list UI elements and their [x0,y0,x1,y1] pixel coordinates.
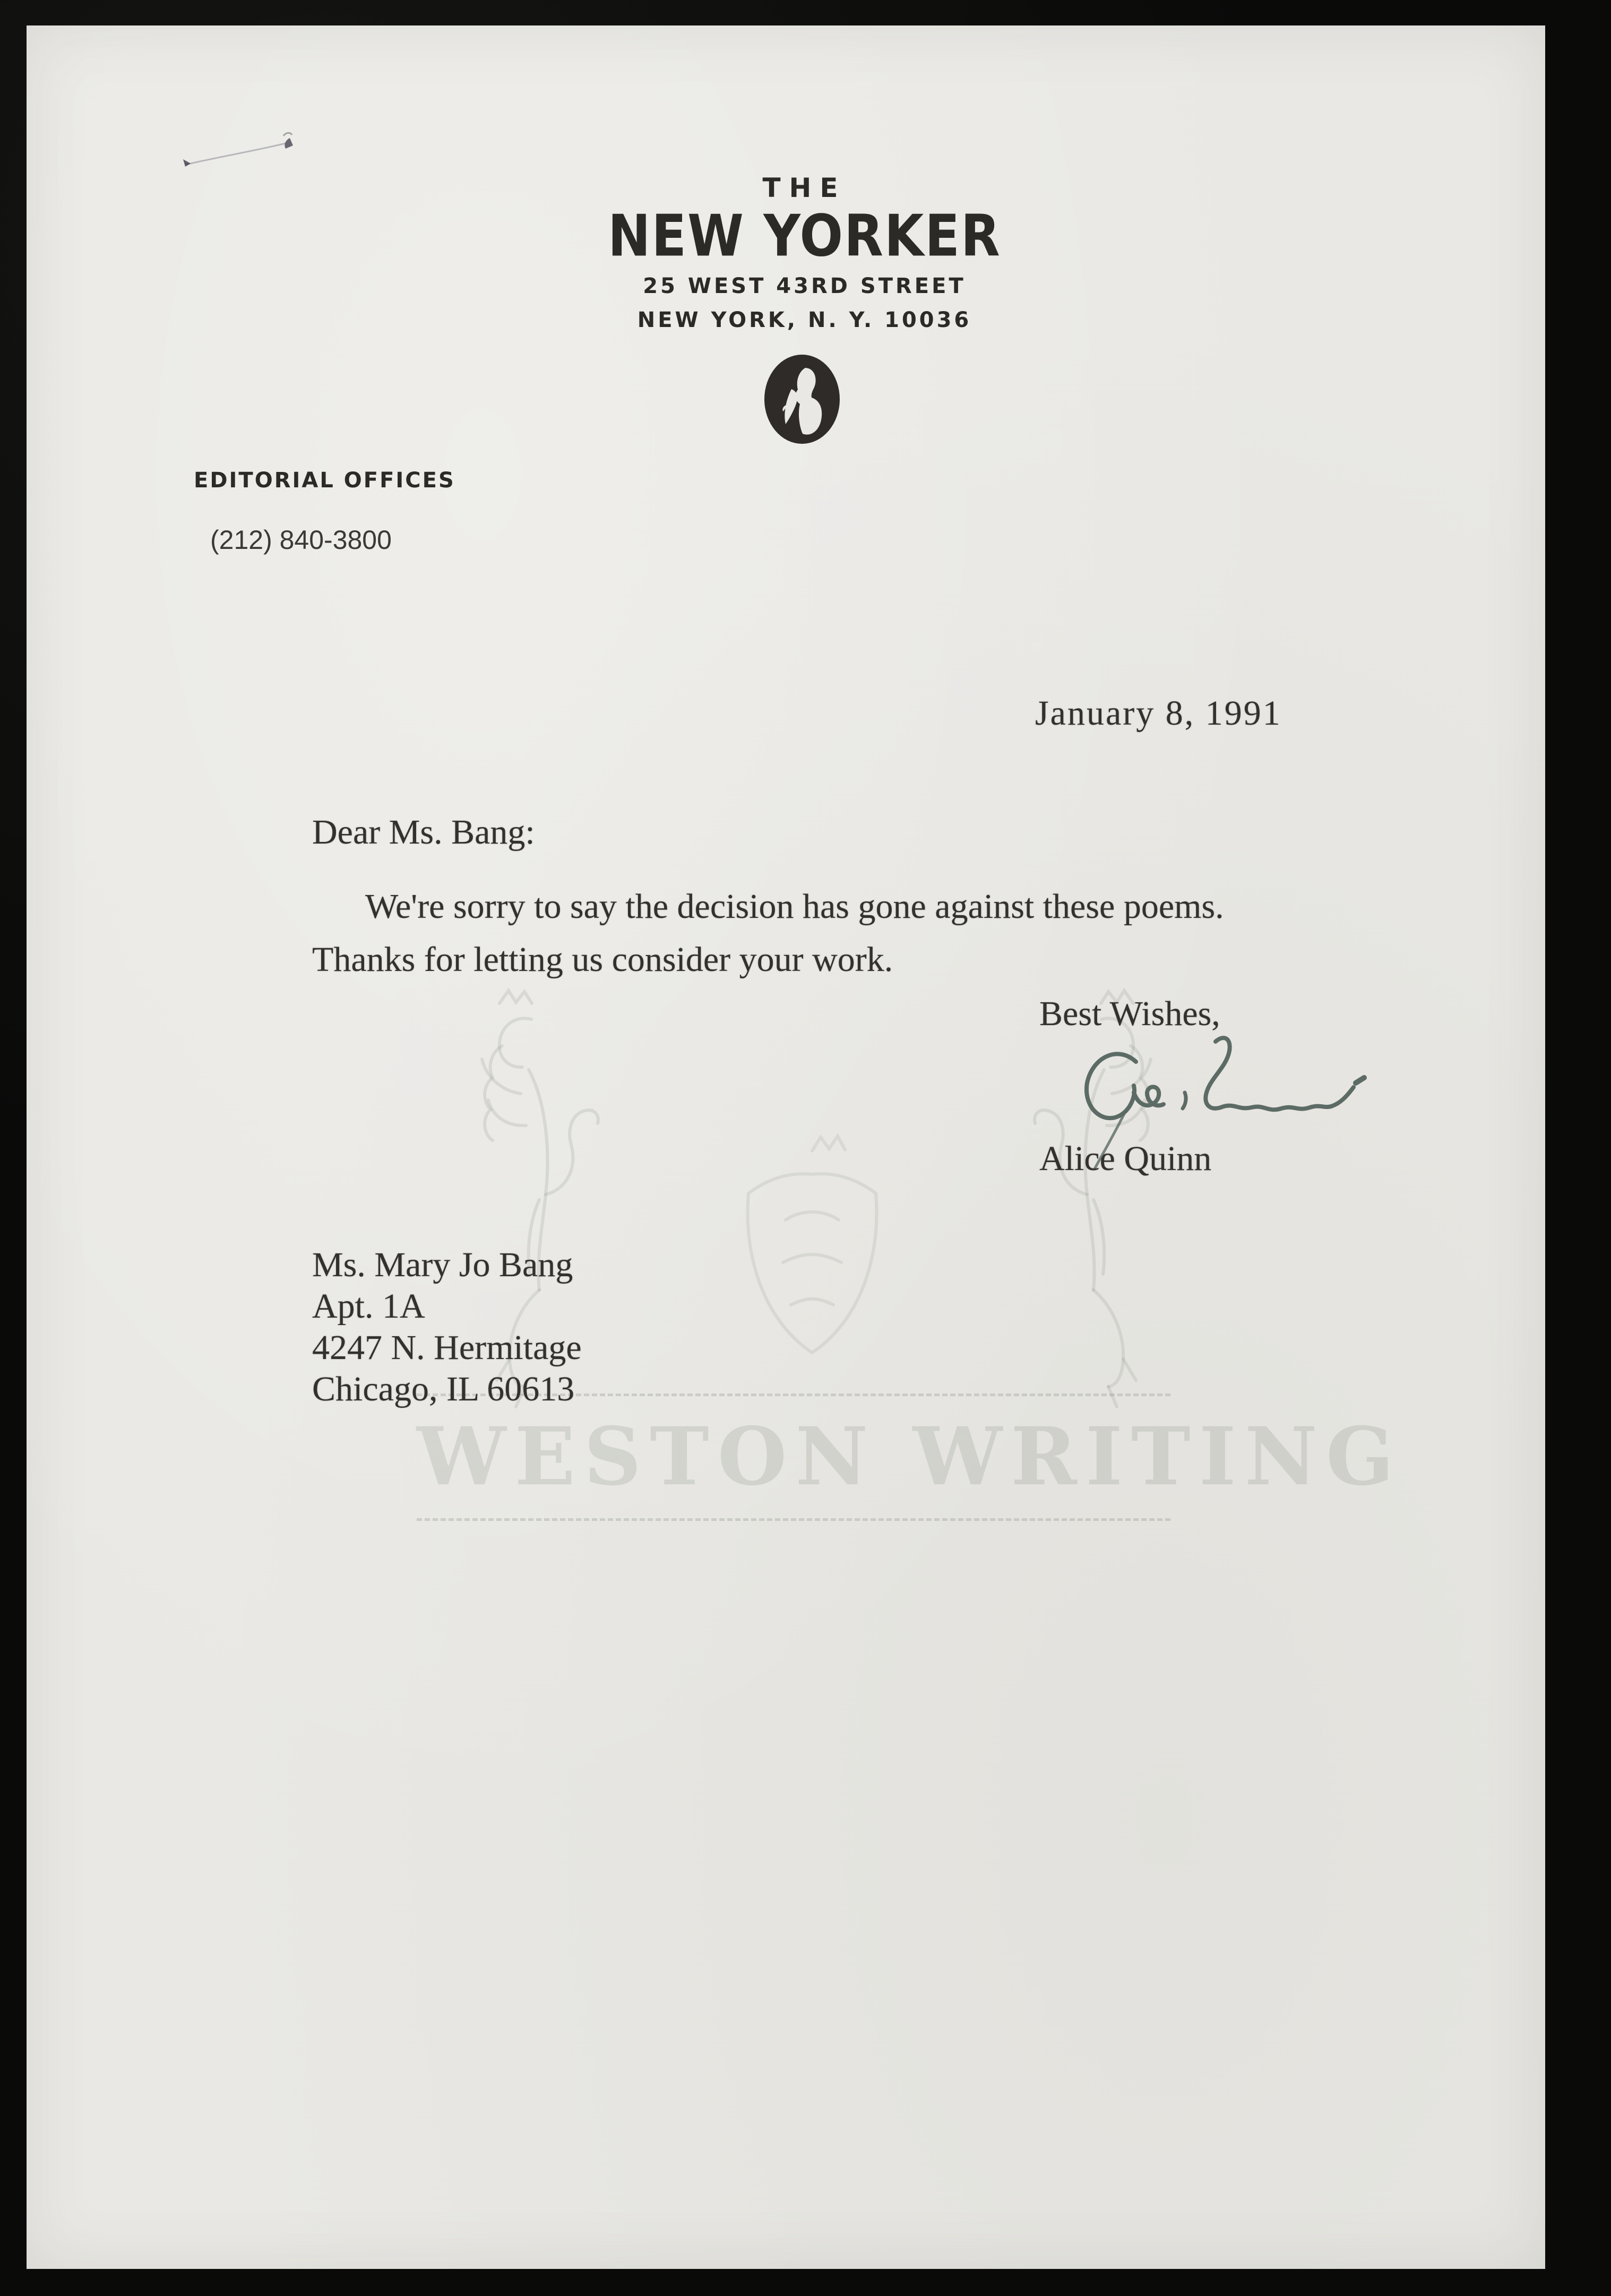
body-line: Thanks for letting us consider your work. [312,940,893,979]
letterhead-city: NEW YORK, N. Y. 10036 [637,308,972,332]
eustace-tilley-cameo-icon [763,354,841,444]
letterhead-street: 25 WEST 43RD STREET [643,274,966,298]
recipient-line: Apt. 1A [312,1287,425,1326]
watermark-rule-bottom [417,1518,1170,1521]
letterhead-phone: (212) 840-3800 [210,525,392,555]
letter-paper [27,25,1545,2269]
signer-name: Alice Quinn [1039,1139,1212,1178]
letter-date: January 8, 1991 [1035,694,1282,733]
pencil-mark [133,116,303,174]
watermark-crest-icon [679,1130,945,1379]
letterhead-department: EDITORIAL OFFICES [194,468,455,493]
recipient-line: Ms. Mary Jo Bang [312,1245,573,1284]
salutation: Dear Ms. Bang: [312,813,535,852]
recipient-line: 4247 N. Hermitage [312,1328,582,1367]
recipient-line: Chicago, IL 60613 [312,1370,575,1408]
body-line: We're sorry to say the decision has gone against these poems. [365,887,1224,926]
watermark-text: WESTON WRITING [417,1410,1403,1503]
closing: Best Wishes, [1039,994,1220,1033]
letterhead-masthead: NEW YORKER [608,203,1001,270]
letterhead-the: THE [762,173,847,203]
